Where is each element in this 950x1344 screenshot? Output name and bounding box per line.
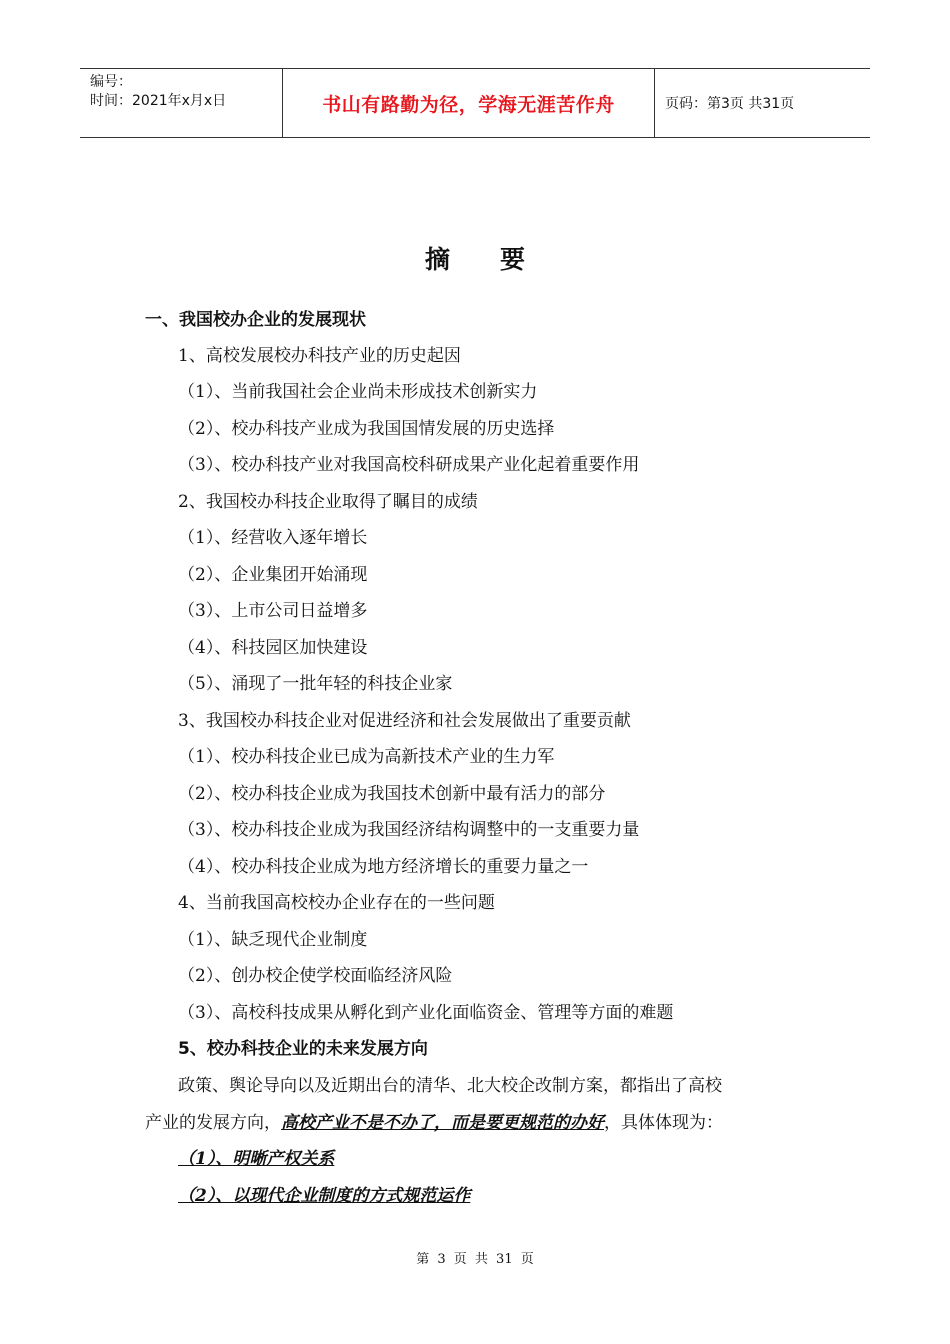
list-item: （1）、明晰产权关系	[178, 1149, 335, 1169]
subsection-heading: 5、校办科技企业的未来发展方向	[178, 1039, 428, 1059]
paragraph-text: 产业的发展方向，	[145, 1113, 281, 1133]
paragraph-text: ，具体体现为：	[604, 1113, 723, 1133]
page-footer: 第 3 页 共 31 页	[416, 1252, 534, 1267]
page-title: 摘要	[424, 245, 575, 274]
list-item: （3）、上市公司日益增多	[178, 601, 368, 621]
subsection-heading: 4、当前我国高校校办企业存在的一些问题	[178, 893, 495, 913]
list-item: （4）、校办科技企业成为地方经济增长的重要力量之一	[178, 857, 589, 877]
list-item: （3）、高校科技成果从孵化到产业化面临资金、管理等方面的难题	[178, 1003, 674, 1023]
list-item: （1）、经营收入逐年增长	[178, 528, 368, 548]
header-date: 时间：2021年x月x日	[90, 93, 227, 109]
subsection-heading: 1、高校发展校办科技产业的历史起因	[178, 346, 461, 366]
subsection-heading: 3、我国校办科技企业对促进经济和社会发展做出了重要贡献	[178, 711, 631, 731]
list-item: （1）、当前我国社会企业尚未形成技术创新实力	[178, 382, 538, 402]
list-item: （2）、企业集团开始涌现	[178, 565, 368, 585]
section-heading: 一、我国校办企业的发展现状	[145, 310, 366, 330]
list-item: （3）、校办科技企业成为我国经济结构调整中的一支重要力量	[178, 820, 640, 840]
list-item: （2）、创办校企使学校面临经济风险	[178, 966, 453, 986]
list-item: （4）、科技园区加快建设	[178, 638, 368, 658]
list-item: （5）、涌现了一批年轻的科技企业家	[178, 674, 453, 694]
paragraph-line: 政策、舆论导向以及近期出台的清华、北大校企改制方案，都指出了高校	[178, 1076, 722, 1096]
header-number-label: 编号：	[90, 74, 132, 90]
list-item: （1）、缺乏现代企业制度	[178, 930, 368, 950]
header-meta	[80, 69, 282, 137]
page-header	[80, 68, 870, 138]
list-item: （3）、校办科技产业对我国高校科研成果产业化起着重要作用	[178, 455, 640, 475]
list-item: （2）、校办科技产业成为我国国情发展的历史选择	[178, 419, 555, 439]
header-page-info: 页码：第3页 共31页	[665, 96, 795, 112]
emphasized-text: 高校产业不是不办了，而是要更规范的办好	[281, 1113, 604, 1133]
list-item: （2）、校办科技企业成为我国技术创新中最有活力的部分	[178, 784, 606, 804]
header-motto: 书山有路勤为径，学海无涯苦作舟	[282, 69, 655, 137]
paragraph-line	[145, 1108, 723, 1133]
list-item: （2）、以现代企业制度的方式规范运作	[178, 1186, 471, 1206]
list-item: （1）、校办科技企业已成为高新技术产业的生力军	[178, 747, 555, 767]
subsection-heading: 2、我国校办科技企业取得了瞩目的成绩	[178, 492, 478, 512]
